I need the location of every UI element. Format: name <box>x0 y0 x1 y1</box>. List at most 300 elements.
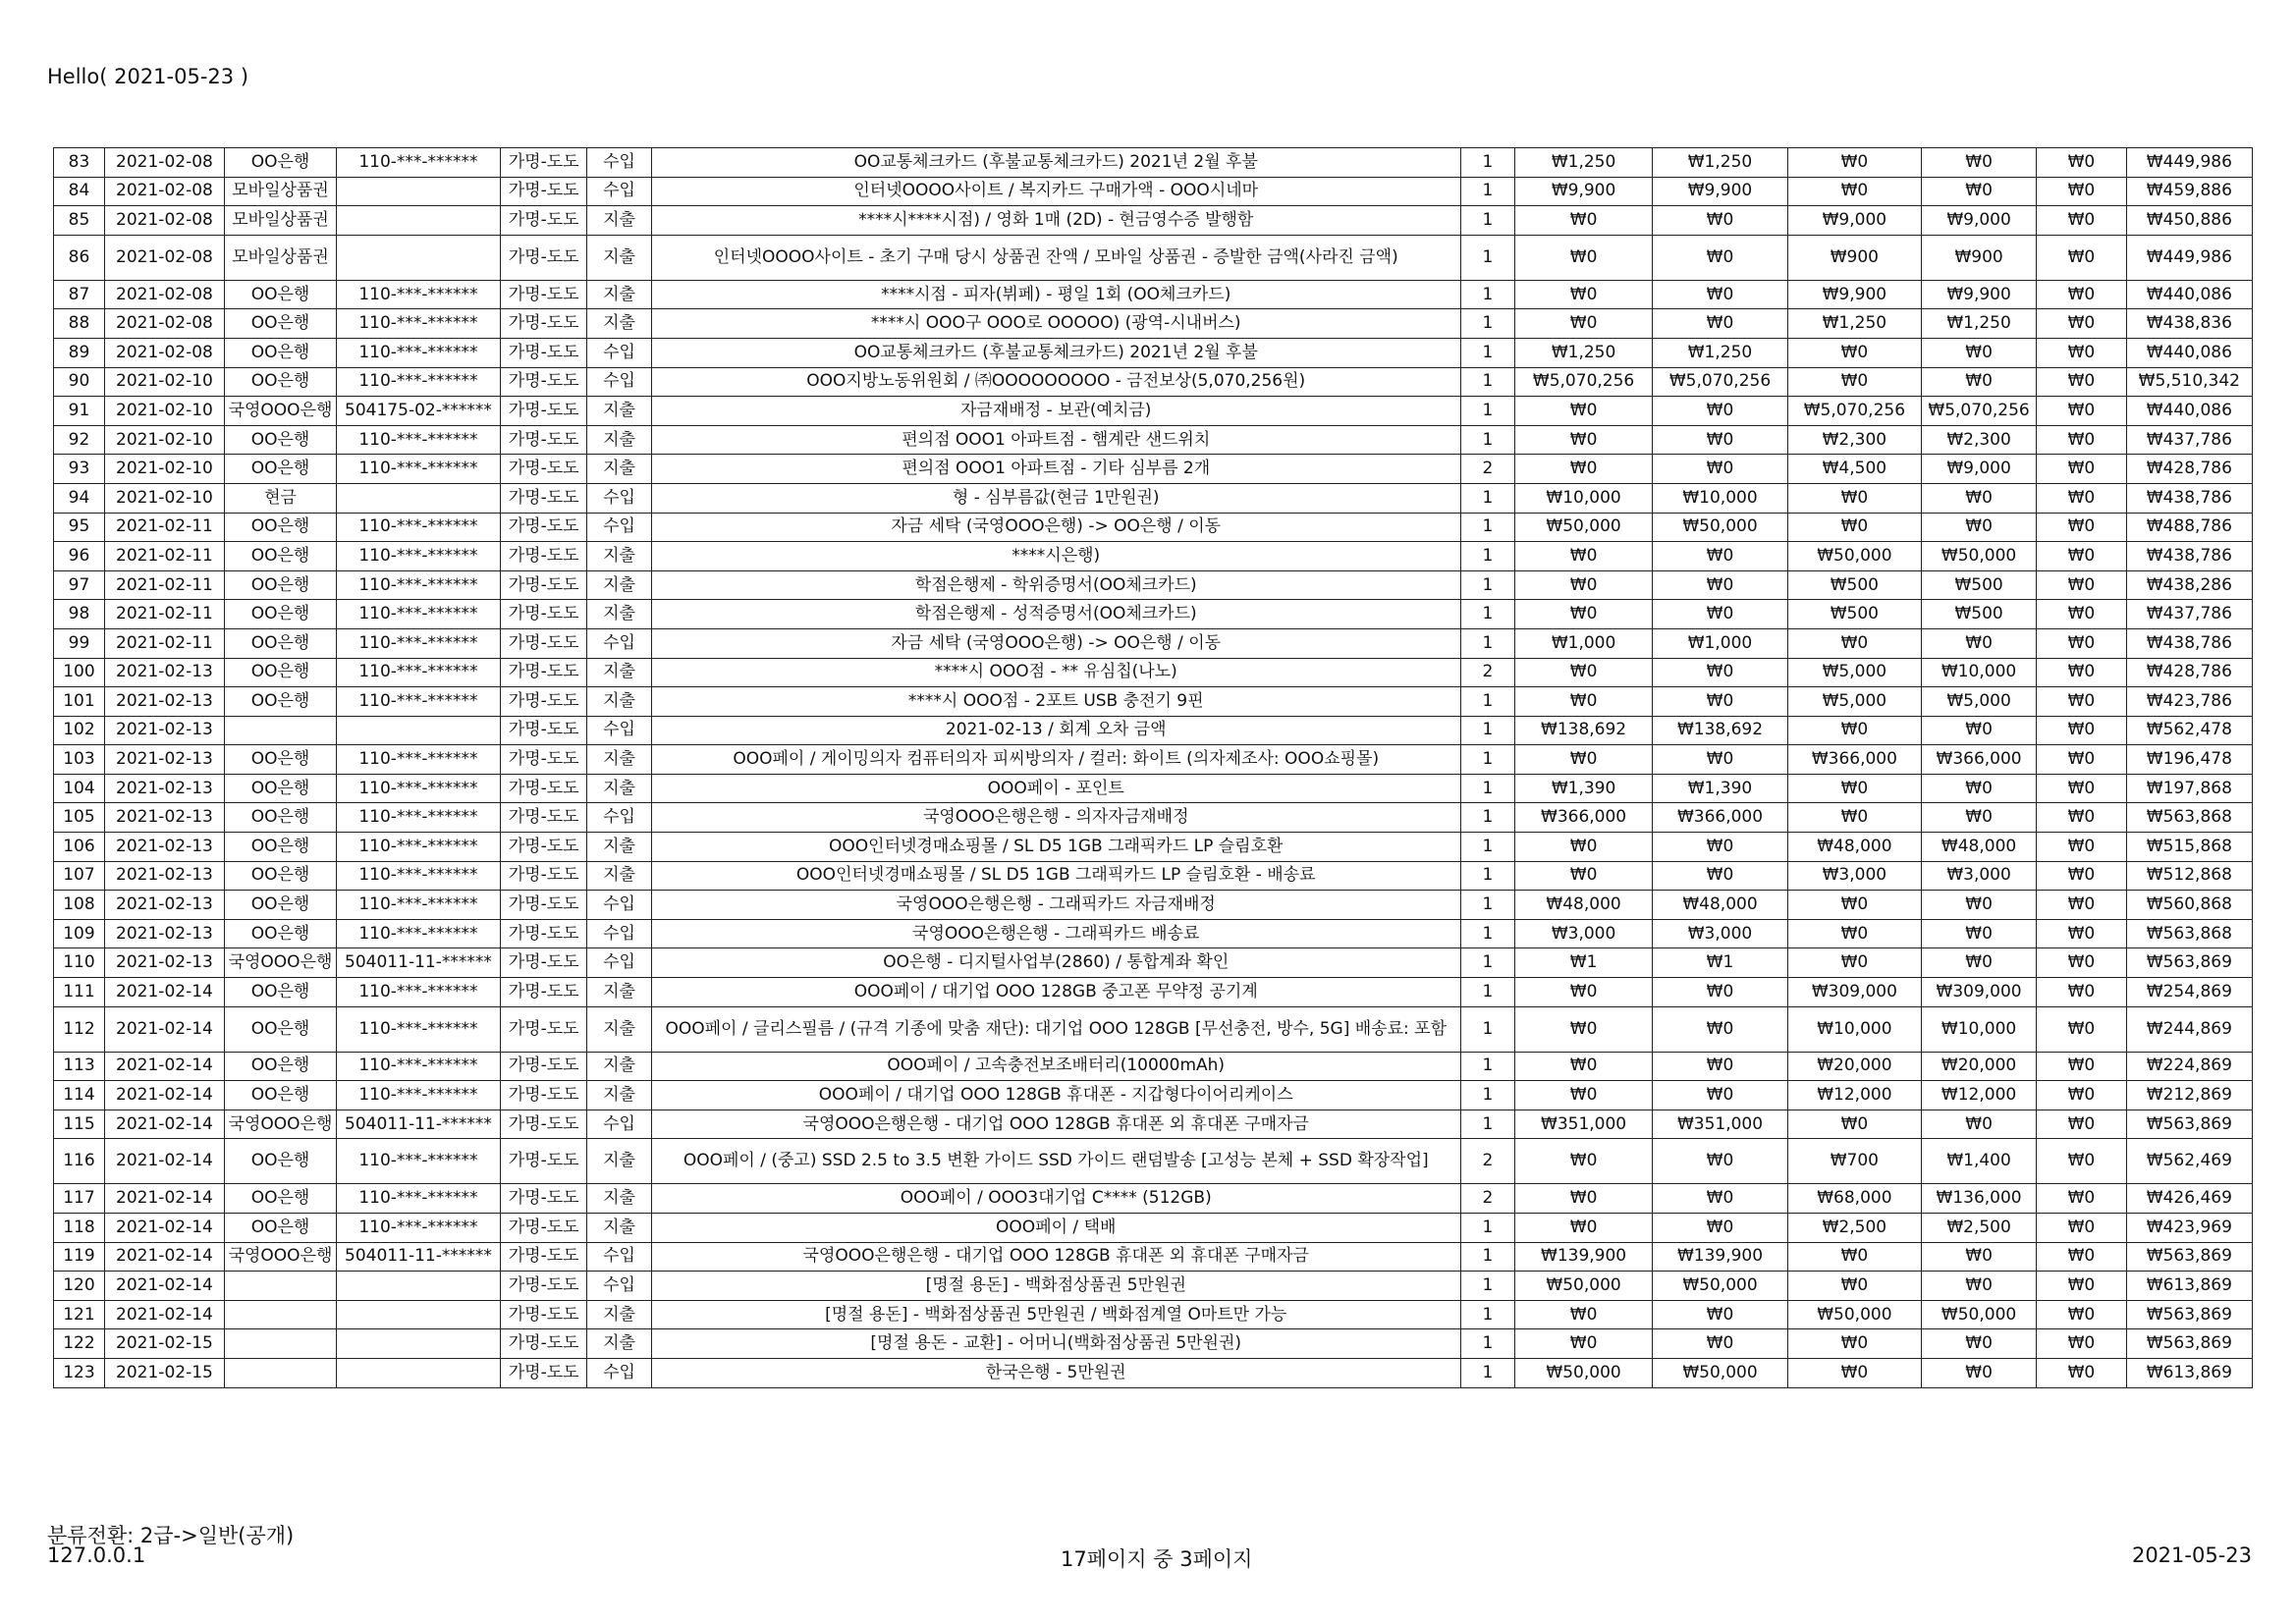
cell-expense-total: ₩0 <box>1922 1110 2037 1139</box>
cell-account-bank: OO은행 <box>225 309 337 339</box>
cell-description: ****시****시점) / 영화 1매 (2D) - 현금영수증 발행함 <box>651 206 1460 236</box>
cell-income-amount: ₩0 <box>1514 1139 1652 1184</box>
cell-date: 2021-02-11 <box>104 628 224 658</box>
cell-account-number: 504011-11-****** <box>337 1110 501 1139</box>
cell-fee: ₩0 <box>2037 833 2127 862</box>
cell-fee: ₩0 <box>2037 425 2127 455</box>
cell-account-number: 110-***-****** <box>337 978 501 1007</box>
cell-income-amount: ₩0 <box>1514 1081 1652 1110</box>
cell-income-total: ₩0 <box>1653 1006 1787 1052</box>
cell-expense-amount: ₩0 <box>1787 628 1921 658</box>
cell-expense-total: ₩500 <box>1922 600 2037 629</box>
cell-date: 2021-02-10 <box>104 367 224 397</box>
cell-date: 2021-02-14 <box>104 1300 224 1329</box>
cell-date: 2021-02-14 <box>104 1081 224 1110</box>
cell-account-number: 110-***-****** <box>337 367 501 397</box>
cell-balance: ₩5,510,342 <box>2126 367 2252 397</box>
cell-description: OOO인터넷경매쇼핑몰 / SL D5 1GB 그래픽카드 LP 슬림호환 <box>651 833 1460 862</box>
cell-description: ****시 OOO점 - 2포트 USB 충전기 9핀 <box>651 687 1460 717</box>
cell-expense-total: ₩0 <box>1922 177 2037 206</box>
cell-income-amount: ₩0 <box>1514 280 1652 309</box>
cell-row-number: 103 <box>54 745 105 775</box>
cell-account-bank: OO은행 <box>225 280 337 309</box>
cell-expense-amount: ₩2,300 <box>1787 425 1921 455</box>
cell-income-total: ₩50,000 <box>1653 513 1787 542</box>
cell-date: 2021-02-13 <box>104 833 224 862</box>
cell-expense-total: ₩0 <box>1922 919 2037 948</box>
cell-expense-total: ₩10,000 <box>1922 1006 2037 1052</box>
cell-income-amount: ₩1,250 <box>1514 148 1652 178</box>
cell-fee: ₩0 <box>2037 687 2127 717</box>
cell-description: 형 - 심부름값(현금 1만원권) <box>651 483 1460 513</box>
cell-date: 2021-02-13 <box>104 716 224 745</box>
cell-account-bank: OO은행 <box>225 891 337 920</box>
cell-owner: 가명-도도 <box>500 455 587 484</box>
cell-fee: ₩0 <box>2037 600 2127 629</box>
table-row <box>54 1214 2253 1243</box>
cell-description: OOO페이 / 택배 <box>651 1214 1460 1243</box>
cell-expense-total: ₩0 <box>1922 774 2037 803</box>
cell-balance: ₩426,469 <box>2126 1184 2252 1214</box>
cell-fee: ₩0 <box>2037 1272 2127 1301</box>
cell-expense-total: ₩0 <box>1922 1242 2037 1272</box>
cell-expense-amount: ₩0 <box>1787 1272 1921 1301</box>
cell-expense-amount: ₩20,000 <box>1787 1052 1921 1081</box>
cell-fee: ₩0 <box>2037 1052 2127 1081</box>
cell-expense-total: ₩500 <box>1922 570 2037 600</box>
cell-income-total: ₩10,000 <box>1653 483 1787 513</box>
cell-account-bank: OO은행 <box>225 1081 337 1110</box>
cell-account-number: 504011-11-****** <box>337 1242 501 1272</box>
cell-balance: ₩196,478 <box>2126 745 2252 775</box>
cell-row-number: 94 <box>54 483 105 513</box>
cell-fee: ₩0 <box>2037 978 2127 1007</box>
cell-account-number: 110-***-****** <box>337 338 501 367</box>
cell-quantity: 1 <box>1460 148 1514 178</box>
cell-type: 지출 <box>587 833 651 862</box>
cell-income-amount: ₩0 <box>1514 600 1652 629</box>
cell-description: 인터넷OOOO사이트 - 초기 구매 당시 상품권 잔액 / 모바일 상품권 - 증발한 금액(사라진 금액) <box>651 235 1460 280</box>
cell-fee: ₩0 <box>2037 1329 2127 1359</box>
cell-row-number: 100 <box>54 658 105 687</box>
cell-income-total: ₩0 <box>1653 309 1787 339</box>
cell-expense-total: ₩20,000 <box>1922 1052 2037 1081</box>
cell-owner: 가명-도도 <box>500 367 587 397</box>
cell-type: 지출 <box>587 861 651 891</box>
cell-quantity: 1 <box>1460 1242 1514 1272</box>
cell-fee: ₩0 <box>2037 658 2127 687</box>
cell-quantity: 1 <box>1460 235 1514 280</box>
cell-fee: ₩0 <box>2037 1139 2127 1184</box>
cell-account-bank: OO은행 <box>225 600 337 629</box>
cell-expense-amount: ₩5,070,256 <box>1787 397 1921 426</box>
cell-expense-total: ₩48,000 <box>1922 833 2037 862</box>
cell-description: [명절 용돈 - 교환] - 어머니(백화점상품권 5만원권) <box>651 1329 1460 1359</box>
cell-owner: 가명-도도 <box>500 177 587 206</box>
cell-fee: ₩0 <box>2037 774 2127 803</box>
cell-quantity: 1 <box>1460 397 1514 426</box>
cell-owner: 가명-도도 <box>500 948 587 978</box>
cell-date: 2021-02-08 <box>104 309 224 339</box>
cell-description: 인터넷OOOO사이트 / 복지카드 구매가액 - OOO시네마 <box>651 177 1460 206</box>
cell-description: 국영OOO은행은행 - 의자자금재배정 <box>651 803 1460 833</box>
cell-row-number: 88 <box>54 309 105 339</box>
cell-date: 2021-02-08 <box>104 338 224 367</box>
table-row <box>54 861 2253 891</box>
cell-quantity: 1 <box>1460 1300 1514 1329</box>
cell-income-total: ₩1,390 <box>1653 774 1787 803</box>
cell-owner: 가명-도도 <box>500 483 587 513</box>
table-row <box>54 513 2253 542</box>
table-row <box>54 658 2253 687</box>
cell-income-total: ₩0 <box>1653 1300 1787 1329</box>
table-row <box>54 177 2253 206</box>
cell-balance: ₩423,786 <box>2126 687 2252 717</box>
cell-description: ****시은행) <box>651 542 1460 571</box>
cell-expense-amount: ₩0 <box>1787 919 1921 948</box>
cell-balance: ₩423,969 <box>2126 1214 2252 1243</box>
cell-balance: ₩560,868 <box>2126 891 2252 920</box>
cell-account-bank: OO은행 <box>225 745 337 775</box>
table-row <box>54 483 2253 513</box>
cell-expense-total: ₩0 <box>1922 1329 2037 1359</box>
cell-type: 지출 <box>587 1214 651 1243</box>
cell-expense-total: ₩136,000 <box>1922 1184 2037 1214</box>
cell-balance: ₩512,868 <box>2126 861 2252 891</box>
cell-account-bank <box>225 1300 337 1329</box>
cell-description: 국영OOO은행은행 - 대기업 OOO 128GB 휴대폰 외 휴대폰 구매자금 <box>651 1242 1460 1272</box>
cell-type: 지출 <box>587 235 651 280</box>
cell-quantity: 1 <box>1460 919 1514 948</box>
cell-row-number: 92 <box>54 425 105 455</box>
table-row <box>54 687 2253 717</box>
cell-balance: ₩563,869 <box>2126 948 2252 978</box>
cell-date: 2021-02-14 <box>104 1139 224 1184</box>
cell-row-number: 102 <box>54 716 105 745</box>
cell-income-total: ₩0 <box>1653 455 1787 484</box>
table-row <box>54 425 2253 455</box>
cell-row-number: 86 <box>54 235 105 280</box>
cell-owner: 가명-도도 <box>500 803 587 833</box>
cell-row-number: 93 <box>54 455 105 484</box>
cell-income-total: ₩1,000 <box>1653 628 1787 658</box>
cell-owner: 가명-도도 <box>500 235 587 280</box>
cell-owner: 가명-도도 <box>500 1081 587 1110</box>
cell-balance: ₩440,086 <box>2126 397 2252 426</box>
table-row <box>54 1052 2253 1081</box>
cell-quantity: 1 <box>1460 542 1514 571</box>
cell-balance: ₩562,478 <box>2126 716 2252 745</box>
cell-expense-amount: ₩0 <box>1787 1110 1921 1139</box>
cell-account-number: 110-***-****** <box>337 280 501 309</box>
cell-account-bank: OO은행 <box>225 628 337 658</box>
cell-balance: ₩437,786 <box>2126 600 2252 629</box>
cell-type: 수입 <box>587 716 651 745</box>
footer-date: 2021-05-23 <box>2131 1543 2252 1567</box>
cell-income-amount: ₩0 <box>1514 1214 1652 1243</box>
cell-fee: ₩0 <box>2037 542 2127 571</box>
cell-expense-total: ₩0 <box>1922 513 2037 542</box>
cell-account-bank: 모바일상품권 <box>225 235 337 280</box>
cell-balance: ₩428,786 <box>2126 658 2252 687</box>
cell-quantity: 1 <box>1460 425 1514 455</box>
cell-quantity: 1 <box>1460 1006 1514 1052</box>
cell-quantity: 1 <box>1460 978 1514 1007</box>
cell-income-total: ₩351,000 <box>1653 1110 1787 1139</box>
cell-expense-amount: ₩9,900 <box>1787 280 1921 309</box>
cell-date: 2021-02-08 <box>104 280 224 309</box>
cell-account-bank: OO은행 <box>225 1184 337 1214</box>
cell-expense-total: ₩0 <box>1922 1272 2037 1301</box>
cell-account-bank: 국영OOO은행 <box>225 1110 337 1139</box>
cell-type: 지출 <box>587 455 651 484</box>
cell-fee: ₩0 <box>2037 891 2127 920</box>
cell-account-number: 110-***-****** <box>337 309 501 339</box>
cell-owner: 가명-도도 <box>500 1272 587 1301</box>
cell-balance: ₩440,086 <box>2126 338 2252 367</box>
cell-fee: ₩0 <box>2037 570 2127 600</box>
cell-type: 지출 <box>587 1139 651 1184</box>
cell-account-bank: OO은행 <box>225 513 337 542</box>
cell-expense-amount: ₩5,000 <box>1787 687 1921 717</box>
cell-date: 2021-02-10 <box>104 455 224 484</box>
cell-description: OOO페이 / 대기업 OOO 128GB 중고폰 무약정 공기계 <box>651 978 1460 1007</box>
cell-income-amount: ₩0 <box>1514 1300 1652 1329</box>
cell-account-bank: 국영OOO은행 <box>225 397 337 426</box>
cell-account-number: 110-***-****** <box>337 833 501 862</box>
cell-account-number: 110-***-****** <box>337 455 501 484</box>
cell-account-number: 110-***-****** <box>337 628 501 658</box>
cell-expense-amount: ₩309,000 <box>1787 978 1921 1007</box>
cell-type: 지출 <box>587 1329 651 1359</box>
cell-quantity: 1 <box>1460 745 1514 775</box>
cell-account-number <box>337 483 501 513</box>
cell-description: ****시 OOO점 - ** 유심칩(나노) <box>651 658 1460 687</box>
cell-owner: 가명-도도 <box>500 1006 587 1052</box>
cell-income-amount: ₩351,000 <box>1514 1110 1652 1139</box>
cell-account-number: 110-***-****** <box>337 803 501 833</box>
cell-type: 지출 <box>587 542 651 571</box>
cell-description: 2021-02-13 / 회계 오차 금액 <box>651 716 1460 745</box>
cell-type: 지출 <box>587 570 651 600</box>
cell-date: 2021-02-13 <box>104 919 224 948</box>
cell-owner: 가명-도도 <box>500 570 587 600</box>
cell-expense-amount: ₩0 <box>1787 774 1921 803</box>
cell-date: 2021-02-14 <box>104 1184 224 1214</box>
cell-balance: ₩563,869 <box>2126 1300 2252 1329</box>
cell-expense-amount: ₩500 <box>1787 600 1921 629</box>
cell-expense-total: ₩9,000 <box>1922 206 2037 236</box>
cell-fee: ₩0 <box>2037 948 2127 978</box>
cell-date: 2021-02-11 <box>104 513 224 542</box>
cell-account-number: 110-***-****** <box>337 1214 501 1243</box>
cell-type: 수입 <box>587 177 651 206</box>
cell-account-number: 110-***-****** <box>337 513 501 542</box>
cell-description: 학점은행제 - 학위증명서(OO체크카드) <box>651 570 1460 600</box>
cell-account-number: 504011-11-****** <box>337 948 501 978</box>
cell-account-bank: OO은행 <box>225 774 337 803</box>
cell-expense-amount: ₩5,000 <box>1787 658 1921 687</box>
cell-description: ****시점 - 피자(뷔페) - 평일 1회 (OO체크카드) <box>651 280 1460 309</box>
cell-account-number: 110-***-****** <box>337 1006 501 1052</box>
cell-row-number: 123 <box>54 1358 105 1387</box>
cell-income-amount: ₩0 <box>1514 861 1652 891</box>
cell-income-total: ₩0 <box>1653 1081 1787 1110</box>
cell-expense-total: ₩0 <box>1922 1358 2037 1387</box>
cell-owner: 가명-도도 <box>500 833 587 862</box>
cell-quantity: 1 <box>1460 803 1514 833</box>
cell-balance: ₩428,786 <box>2126 455 2252 484</box>
cell-account-bank: OO은행 <box>225 1214 337 1243</box>
table-row <box>54 1358 2253 1387</box>
cell-owner: 가명-도도 <box>500 1358 587 1387</box>
cell-balance: ₩563,869 <box>2126 1110 2252 1139</box>
cell-account-bank: 국영OOO은행 <box>225 1242 337 1272</box>
cell-owner: 가명-도도 <box>500 919 587 948</box>
cell-owner: 가명-도도 <box>500 338 587 367</box>
ledger-table <box>53 147 2253 1388</box>
cell-description: 자금 세탁 (국영OOO은행) -> OO은행 / 이동 <box>651 628 1460 658</box>
cell-fee: ₩0 <box>2037 177 2127 206</box>
table-row <box>54 948 2253 978</box>
cell-description: OOO페이 - 포인트 <box>651 774 1460 803</box>
cell-quantity: 1 <box>1460 891 1514 920</box>
cell-expense-amount: ₩0 <box>1787 483 1921 513</box>
cell-date: 2021-02-14 <box>104 1242 224 1272</box>
cell-row-number: 91 <box>54 397 105 426</box>
cell-account-bank: OO은행 <box>225 1052 337 1081</box>
cell-account-number <box>337 206 501 236</box>
cell-income-total: ₩0 <box>1653 1052 1787 1081</box>
cell-row-number: 117 <box>54 1184 105 1214</box>
cell-account-number: 110-***-****** <box>337 1052 501 1081</box>
cell-income-total: ₩0 <box>1653 978 1787 1007</box>
cell-expense-amount: ₩4,500 <box>1787 455 1921 484</box>
cell-income-amount: ₩5,070,256 <box>1514 367 1652 397</box>
table-row <box>54 455 2253 484</box>
cell-income-amount: ₩0 <box>1514 687 1652 717</box>
cell-balance: ₩440,086 <box>2126 280 2252 309</box>
cell-account-bank <box>225 1272 337 1301</box>
cell-income-amount: ₩0 <box>1514 425 1652 455</box>
cell-account-number: 110-***-****** <box>337 425 501 455</box>
cell-type: 수입 <box>587 919 651 948</box>
cell-date: 2021-02-13 <box>104 948 224 978</box>
cell-row-number: 99 <box>54 628 105 658</box>
cell-row-number: 121 <box>54 1300 105 1329</box>
cell-date: 2021-02-13 <box>104 803 224 833</box>
cell-quantity: 1 <box>1460 861 1514 891</box>
cell-type: 수입 <box>587 891 651 920</box>
cell-date: 2021-02-14 <box>104 1052 224 1081</box>
cell-account-number: 110-***-****** <box>337 745 501 775</box>
ledger-body <box>54 148 2253 1388</box>
cell-expense-amount: ₩0 <box>1787 338 1921 367</box>
cell-income-amount: ₩0 <box>1514 570 1652 600</box>
cell-description: OOO페이 / 게이밍의자 컴퓨터의자 피씨방의자 / 컬러: 화이트 (의자제조사: OOO쇼핑몰) <box>651 745 1460 775</box>
cell-income-amount: ₩0 <box>1514 978 1652 1007</box>
cell-expense-amount: ₩700 <box>1787 1139 1921 1184</box>
cell-income-total: ₩0 <box>1653 861 1787 891</box>
cell-account-number: 110-***-****** <box>337 570 501 600</box>
cell-expense-total: ₩9,900 <box>1922 280 2037 309</box>
cell-balance: ₩254,869 <box>2126 978 2252 1007</box>
cell-expense-total: ₩10,000 <box>1922 658 2037 687</box>
cell-owner: 가명-도도 <box>500 891 587 920</box>
cell-quantity: 1 <box>1460 1214 1514 1243</box>
cell-owner: 가명-도도 <box>500 1139 587 1184</box>
cell-balance: ₩563,868 <box>2126 919 2252 948</box>
cell-income-total: ₩366,000 <box>1653 803 1787 833</box>
cell-quantity: 1 <box>1460 338 1514 367</box>
cell-type: 지출 <box>587 658 651 687</box>
cell-balance: ₩562,469 <box>2126 1139 2252 1184</box>
cell-owner: 가명-도도 <box>500 716 587 745</box>
cell-owner: 가명-도도 <box>500 628 587 658</box>
cell-quantity: 1 <box>1460 367 1514 397</box>
cell-description: 국영OOO은행은행 - 그래픽카드 배송료 <box>651 919 1460 948</box>
cell-owner: 가명-도도 <box>500 774 587 803</box>
cell-balance: ₩212,869 <box>2126 1081 2252 1110</box>
cell-date: 2021-02-13 <box>104 687 224 717</box>
cell-date: 2021-02-08 <box>104 206 224 236</box>
cell-expense-amount: ₩3,000 <box>1787 861 1921 891</box>
cell-account-bank: OO은행 <box>225 148 337 178</box>
cell-description: ****시 OOO구 OOO로 OOOOO) (광역-시내버스) <box>651 309 1460 339</box>
cell-account-number <box>337 1300 501 1329</box>
cell-owner: 가명-도도 <box>500 600 587 629</box>
cell-fee: ₩0 <box>2037 1214 2127 1243</box>
cell-income-amount: ₩48,000 <box>1514 891 1652 920</box>
cell-row-number: 84 <box>54 177 105 206</box>
cell-row-number: 95 <box>54 513 105 542</box>
cell-expense-total: ₩0 <box>1922 148 2037 178</box>
cell-income-total: ₩0 <box>1653 687 1787 717</box>
cell-description: [명절 용돈] - 백화점상품권 5만원권 / 백화점계열 O마트만 가능 <box>651 1300 1460 1329</box>
cell-income-total: ₩0 <box>1653 570 1787 600</box>
cell-account-bank: OO은행 <box>225 687 337 717</box>
cell-expense-total: ₩2,300 <box>1922 425 2037 455</box>
cell-type: 지출 <box>587 1006 651 1052</box>
cell-income-amount: ₩139,900 <box>1514 1242 1652 1272</box>
cell-expense-total: ₩1,250 <box>1922 309 2037 339</box>
cell-date: 2021-02-10 <box>104 425 224 455</box>
cell-row-number: 119 <box>54 1242 105 1272</box>
cell-description: OOO페이 / (중고) SSD 2.5 to 3.5 변환 가이드 SSD 가이드 랜덤발송 [고성능 본체 + SSD 확장작업] <box>651 1139 1460 1184</box>
cell-fee: ₩0 <box>2037 919 2127 948</box>
cell-income-total: ₩50,000 <box>1653 1358 1787 1387</box>
cell-row-number: 85 <box>54 206 105 236</box>
cell-income-amount: ₩9,900 <box>1514 177 1652 206</box>
cell-type: 지출 <box>587 206 651 236</box>
cell-type: 지출 <box>587 425 651 455</box>
cell-type: 수입 <box>587 628 651 658</box>
cell-fee: ₩0 <box>2037 1006 2127 1052</box>
cell-account-bank: 모바일상품권 <box>225 206 337 236</box>
cell-account-bank: 모바일상품권 <box>225 177 337 206</box>
cell-income-amount: ₩50,000 <box>1514 1358 1652 1387</box>
cell-type: 지출 <box>587 745 651 775</box>
cell-description: OO교통체크카드 (후불교통체크카드) 2021년 2월 후불 <box>651 338 1460 367</box>
cell-balance: ₩438,286 <box>2126 570 2252 600</box>
cell-expense-amount: ₩900 <box>1787 235 1921 280</box>
cell-date: 2021-02-11 <box>104 542 224 571</box>
cell-expense-total: ₩0 <box>1922 803 2037 833</box>
cell-owner: 가명-도도 <box>500 280 587 309</box>
cell-income-total: ₩0 <box>1653 1139 1787 1184</box>
cell-date: 2021-02-11 <box>104 600 224 629</box>
cell-owner: 가명-도도 <box>500 425 587 455</box>
